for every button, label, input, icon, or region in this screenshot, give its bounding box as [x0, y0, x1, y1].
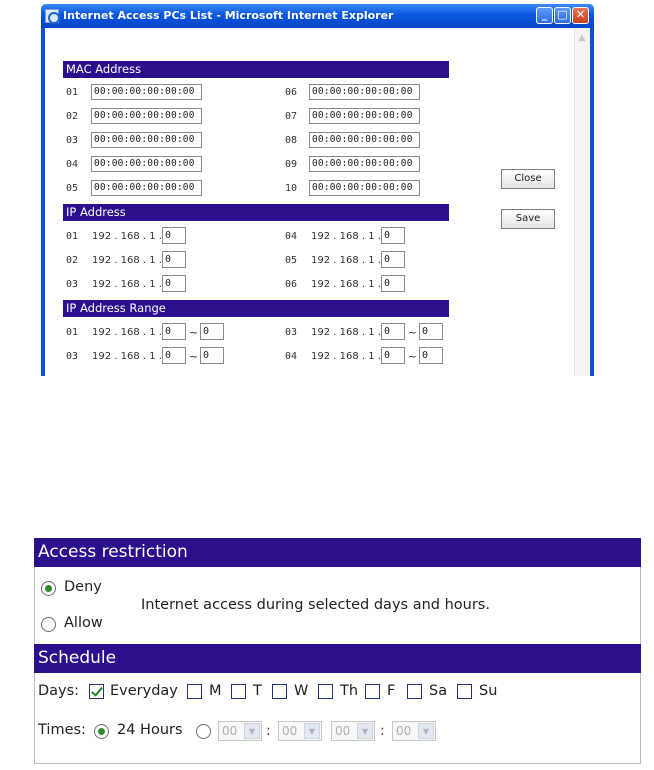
24-hours-label: 24 Hours — [117, 722, 183, 738]
schedule-header: Schedule — [34, 644, 641, 673]
mac-num: 04 — [66, 159, 79, 170]
ip-prefix: 192 . 168 . 1 . — [92, 327, 162, 338]
ip-num: 05 — [285, 255, 298, 266]
mac-num: 02 — [66, 111, 79, 122]
range-num: 04 — [285, 351, 298, 362]
ip-prefix: 192 . 168 . 1 . — [311, 327, 381, 338]
wednesday-label: W — [294, 683, 309, 699]
days-label: Days: — [38, 683, 80, 699]
ip-octet-field-04[interactable]: 0 — [381, 227, 405, 244]
monday-label: M — [209, 683, 222, 699]
ie-window — [41, 4, 594, 376]
range-separator: ~ — [408, 350, 418, 363]
restriction-description: Internet access during selected days and hours. — [141, 597, 490, 613]
everyday-checkbox[interactable] — [89, 684, 104, 699]
mac-field-07[interactable]: 00:00:00:00:00:00 — [309, 108, 420, 124]
ip-num: 02 — [66, 255, 79, 266]
start-minute-select[interactable] — [278, 721, 322, 741]
access-restriction-header: Access restriction — [34, 538, 641, 567]
minimize-button[interactable]: _ — [536, 7, 553, 24]
ip-prefix: 192 . 168 . 1 . — [92, 279, 162, 290]
range-num: 03 — [66, 351, 79, 362]
ip-prefix: 192 . 168 . 1 . — [92, 255, 162, 266]
access-restriction-panel — [34, 538, 641, 764]
mac-num: 07 — [285, 111, 298, 122]
mac-field-10[interactable]: 00:00:00:00:00:00 — [309, 180, 420, 196]
tuesday-label: T — [253, 683, 262, 699]
range-end-field-02[interactable]: 0 — [200, 347, 224, 364]
range-num: 01 — [66, 327, 79, 338]
mac-address-header: MAC Address — [63, 61, 449, 78]
maximize-button[interactable]: □ — [554, 7, 571, 24]
range-end-field-04[interactable]: 0 — [419, 347, 443, 364]
window-titlebar[interactable] — [41, 4, 594, 28]
saturday-checkbox[interactable] — [407, 684, 422, 699]
ip-num: 03 — [66, 279, 79, 290]
ie-page-icon — [45, 9, 59, 23]
deny-radio[interactable] — [41, 581, 56, 596]
ip-octet-field-01[interactable]: 0 — [162, 227, 186, 244]
time-separator: : — [380, 723, 385, 739]
time-separator: : — [266, 723, 271, 739]
chevron-down-icon: ▼ — [304, 723, 320, 739]
save-button[interactable]: Save — [501, 209, 555, 229]
friday-checkbox[interactable] — [365, 684, 380, 699]
mac-field-01[interactable]: 00:00:00:00:00:00 — [91, 84, 202, 100]
schedule-body — [34, 673, 641, 764]
scroll-up-icon[interactable]: ▲ — [578, 33, 586, 43]
mac-num: 05 — [66, 183, 79, 194]
close-button[interactable]: Close — [501, 169, 555, 189]
ip-address-header: IP Address — [63, 204, 449, 221]
everyday-label: Everyday — [110, 683, 178, 699]
mac-num: 08 — [285, 135, 298, 146]
range-start-field-04[interactable]: 0 — [381, 347, 405, 364]
sunday-checkbox[interactable] — [457, 684, 472, 699]
access-restriction-body — [34, 567, 641, 644]
mac-field-06[interactable]: 00:00:00:00:00:00 — [309, 84, 420, 100]
ip-prefix: 192 . 168 . 1 . — [311, 231, 381, 242]
ip-prefix: 192 . 168 . 1 . — [311, 279, 381, 290]
mac-num: 09 — [285, 159, 298, 170]
range-separator: ~ — [408, 326, 418, 339]
ip-range-header: IP Address Range — [63, 300, 449, 317]
range-num: 03 — [285, 327, 298, 338]
ip-prefix: 192 . 168 . 1 . — [311, 255, 381, 266]
window-title: Internet Access PCs List - Microsoft Internet Explorer — [63, 9, 394, 22]
saturday-label: Sa — [429, 683, 448, 699]
mac-num: 01 — [66, 87, 79, 98]
vertical-scrollbar[interactable] — [574, 28, 590, 376]
start-hour-value: 00 — [222, 724, 238, 738]
range-start-field-03[interactable]: 0 — [381, 323, 405, 340]
mac-field-03[interactable]: 00:00:00:00:00:00 — [91, 132, 202, 148]
range-separator: ~ — [189, 350, 199, 363]
ip-num: 01 — [66, 231, 79, 242]
ip-prefix: 192 . 168 . 1 . — [311, 351, 381, 362]
thursday-checkbox[interactable] — [318, 684, 333, 699]
start-minute-value: 00 — [282, 724, 298, 738]
range-end-field-03[interactable]: 0 — [419, 323, 443, 340]
mac-num: 03 — [66, 135, 79, 146]
tuesday-checkbox[interactable] — [231, 684, 246, 699]
times-label: Times: — [38, 722, 86, 738]
ip-octet-field-05[interactable]: 0 — [381, 251, 405, 268]
mac-field-05[interactable]: 00:00:00:00:00:00 — [91, 180, 202, 196]
mac-field-02[interactable]: 00:00:00:00:00:00 — [91, 108, 202, 124]
24-hours-radio[interactable] — [94, 724, 109, 739]
start-hour-select[interactable] — [218, 721, 262, 741]
wednesday-checkbox[interactable] — [272, 684, 287, 699]
friday-label: F — [387, 683, 396, 699]
end-hour-value: 00 — [335, 724, 351, 738]
range-start-field-01[interactable]: 0 — [162, 323, 186, 340]
chevron-down-icon: ▼ — [244, 723, 260, 739]
ip-octet-field-02[interactable]: 0 — [162, 251, 186, 268]
ip-octet-field-03[interactable]: 0 — [162, 275, 186, 292]
deny-label: Deny — [64, 579, 102, 595]
allow-radio[interactable] — [41, 617, 56, 632]
range-end-field-01[interactable]: 0 — [200, 323, 224, 340]
ip-num: 06 — [285, 279, 298, 290]
range-separator: ~ — [189, 326, 199, 339]
thursday-label: Th — [340, 683, 359, 699]
sunday-label: Su — [479, 683, 498, 699]
monday-checkbox[interactable] — [187, 684, 202, 699]
mac-field-04[interactable]: 00:00:00:00:00:00 — [91, 156, 202, 172]
allow-label: Allow — [64, 615, 103, 631]
mac-field-08[interactable]: 00:00:00:00:00:00 — [309, 132, 420, 148]
mac-num: 10 — [285, 183, 298, 194]
mac-field-09[interactable]: 00:00:00:00:00:00 — [309, 156, 420, 172]
custom-time-radio[interactable] — [196, 724, 211, 739]
range-start-field-02[interactable]: 0 — [162, 347, 186, 364]
chevron-down-icon: ▼ — [418, 723, 434, 739]
ie-content — [45, 28, 590, 376]
end-minute-select[interactable] — [392, 721, 436, 741]
window-close-button[interactable]: ✕ — [572, 7, 589, 24]
chevron-down-icon: ▼ — [357, 723, 373, 739]
ip-octet-field-06[interactable]: 0 — [381, 275, 405, 292]
ip-num: 04 — [285, 231, 298, 242]
ip-prefix: 192 . 168 . 1 . — [92, 231, 162, 242]
end-minute-value: 00 — [396, 724, 412, 738]
end-hour-select[interactable] — [331, 721, 375, 741]
ip-prefix: 192 . 168 . 1 . — [92, 351, 162, 362]
mac-num: 06 — [285, 87, 298, 98]
